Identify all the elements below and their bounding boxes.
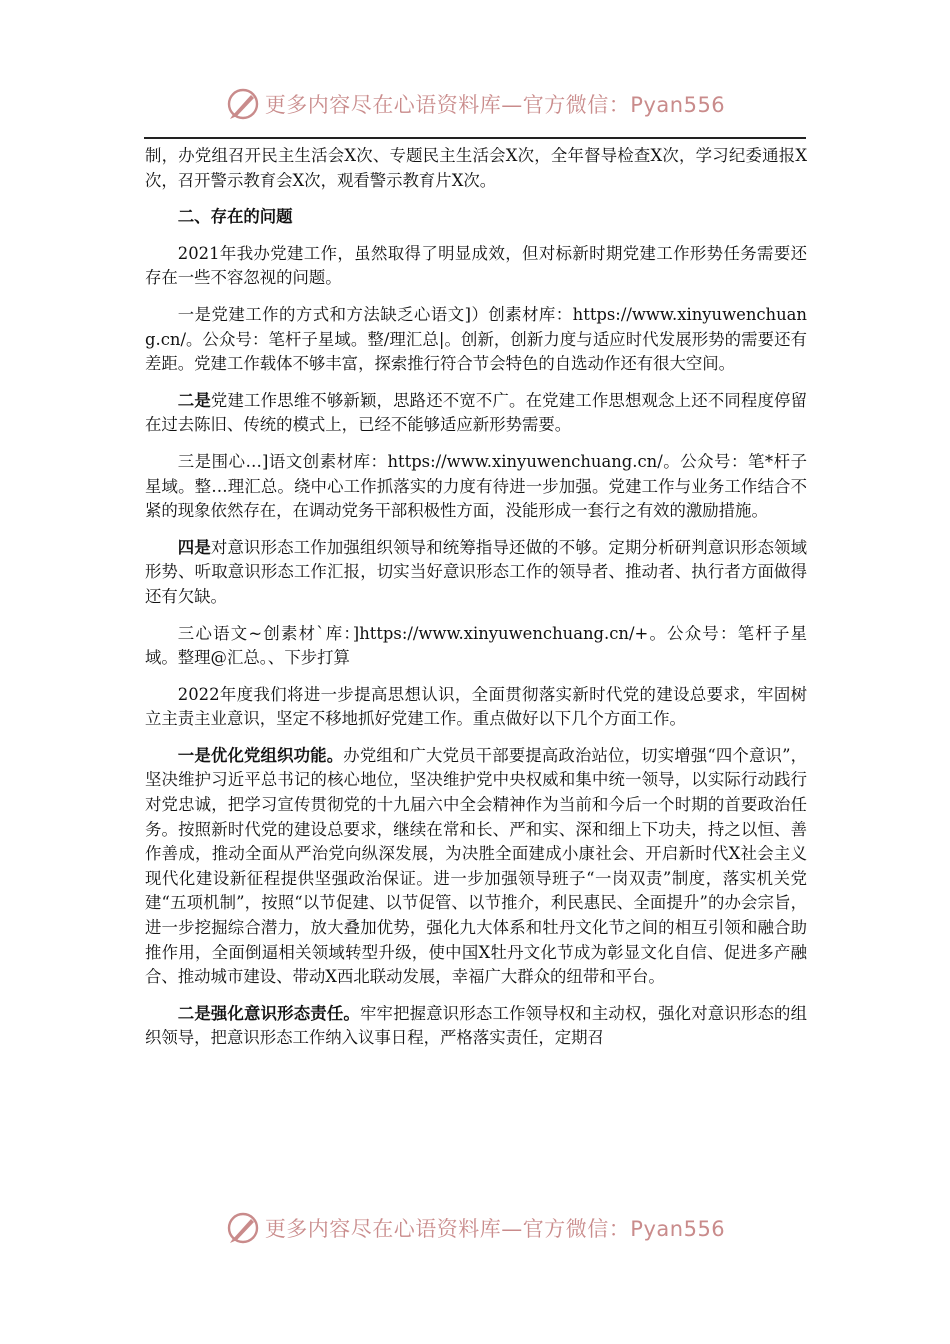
paragraph-plan-2 [145, 1002, 807, 1051]
document-body [145, 144, 807, 1063]
header-rule [144, 137, 806, 139]
paragraph-text: 对意识形态工作加强组织领导和统筹指导还做的不够。定期分析研判意识形态领域形势、听取意识形态工作汇报，切实当好意识形态工作的领导者、推动者、执行者方面做得还有欠缺。 [145, 537, 807, 606]
paragraph-problem-4 [145, 536, 807, 610]
pen-logo-icon [225, 86, 261, 122]
section-heading-problems: 二、存在的问题 [177, 207, 293, 227]
pen-logo-icon [225, 1210, 261, 1246]
paragraph-text: 党建工作思维不够新颖，思路还不宽不广。在党建工作思想观念上还不同程度停留在过去陈旧、传统的模式上，已经不能够适应新形势需要。 [145, 390, 807, 435]
paragraph-problem-1: 一是党建工作的方式和方法缺乏心语文]）创素材库：https://www.xinyuwenchuang.cn/。公众号：笔杆子星域。整/理汇总|。创新，创新力度与适应时代发展形势的需要还有差距。党建工作载体不够丰富，探索推行符合节会特色的自选动作还有很大空间。 [145, 304, 807, 374]
paragraph-text: 办党组和广大党员干部要提高政治站位，切实增强“四个意识”，坚决维护习近平总书记的核心地位，坚决维护党中央权威和集中统一领导，以实际行动践行对党忠诚，把学习宣传贯彻党的十九届六中全会精神作为当前和今后一个时期的首要政治任务。按照新时代党的建设总要求，继续在常和长、严和实、深和细上下功夫，持之以恒、善作善成，推动全面从严治党向纵深发展，为决胜全面建成小康社会、开启新时代X社会主义现代化建设新征程提供坚强政治保证。进一步加强领导班子“一岗双责”制度，落实机关党建“五项机制”，按照“以节促建、以节促管、以节推介，利民惠民、全面提升”的办会宗旨，进一步挖掘综合潜力，放大叠加优势，强化九大体系和牡丹文化节之间的相互引领和融合助推作用，全面倒逼相关领域转型升级，使中国X牡丹文化节成为彰显文化自信、促进多产融合、推动城市建设、带动X西北联动发展，幸福广大群众的纽带和平台。 [145, 745, 807, 987]
footer-banner [0, 1204, 950, 1252]
paragraph-problem-3: 三是围心…]语文创素材库：https://www.xinyuwenchuang.cn/。公众号：笔*杆子星域。整…理汇总。绕中心工作抓落实的力度有待进一步加强。党建工作与业务工作结合不紧的现象依然存在，在调动党务干部积极性方面，没能形成一套行之有效的激励措施。 [145, 451, 807, 521]
paragraph-lead: 二是强化意识形态责任。 [177, 1003, 360, 1023]
paragraph-plan-1 [145, 744, 807, 990]
section-heading-plans: 三心语文~创素材`库：]https://www.xinyuwenchuang.cn/+。公众号：笔杆子星域。整理@汇总。、下步打算 [145, 623, 807, 668]
paragraph-lead: 二是 [177, 390, 211, 410]
paragraph-text: 牢牢把握意识形态工作领导权和主动权，强化对意识形态的组织领导，把意识形态工作纳入议事日程，严格落实责任，定期召 [145, 1003, 807, 1048]
banner-text: 更多内容尽在心语资料库—官方微信：Pyan556 [264, 93, 726, 117]
paragraph-lead: 一是优化党组织功能。 [177, 745, 344, 765]
paragraph-problem-2 [145, 389, 807, 438]
header-banner [0, 80, 950, 128]
paragraph-plans-intro: 2022年度我们将进一步提高思想认识，全面贯彻落实新时代党的建设总要求，牢固树立主责主业意识，坚定不移地抓好党建工作。重点做好以下几个方面工作。 [145, 684, 807, 729]
paragraph-continuation: 制，办党组召开民主生活会X次、专题民主生活会X次，全年督导检查X次，学习纪委通报X次，召开警示教育会X次，观看警示教育片X次。 [145, 146, 807, 190]
paragraph-lead: 四是 [177, 537, 211, 557]
paragraph-problems-intro: 2021年我办党建工作，虽然取得了明显成效，但对标新时期党建工作形势任务需要还存在一些不容忽视的问题。 [145, 243, 807, 288]
banner-text: 更多内容尽在心语资料库—官方微信：Pyan556 [264, 1217, 726, 1241]
